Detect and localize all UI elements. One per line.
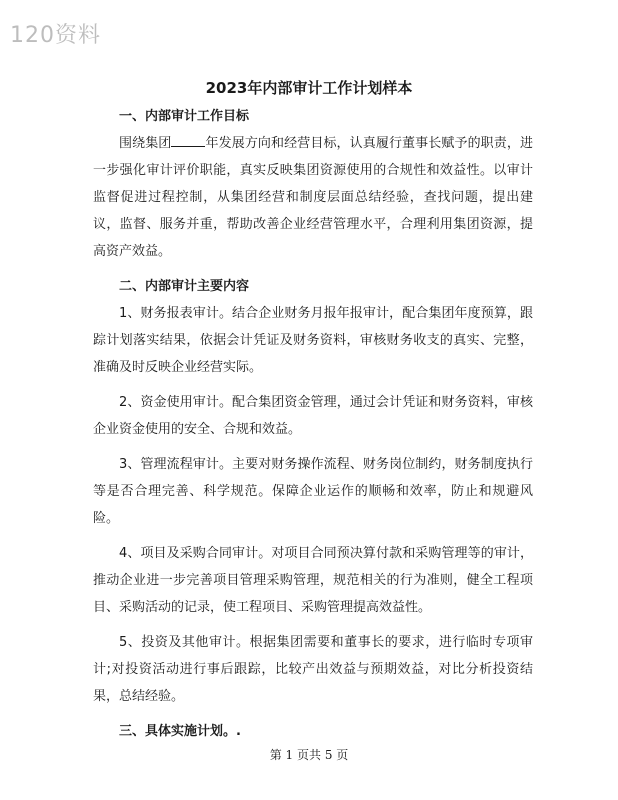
page-title: 2023年内部审计工作计划样本 [205,79,413,97]
section-heading-plan: 三、具体实施计划。. [119,724,241,739]
content-item-5: 5、投资及其他审计。根据集团需要和董事长的要求，进行临时专项审计;对投资活动进行事后跟踪，比较产出效益与预期效益，对比分析投资结果，总结经验。 [93,635,533,704]
section-heading-goals: 一、内部审计工作目标 [119,109,250,124]
page-number: 第 1 页共 5 页 [269,748,349,762]
goals-text-rest: 年发展方向和经营目标，认真履行董事长赋予的职责，进一步强化审计评价职能，真实反映集团资源使用的合规性和效益性。以审计监督促进过程控制，从集团经营和制度层面总结经验，查找问题，提出建议，监督、服务并重，帮助改善企业经营管理水平，合理利用集团资源，提高资产效益。 [93,136,533,259]
section-heading-content: 二、内部审计主要内容 [119,279,250,294]
content-item-2: 2、资金使用审计。配合集团资金管理，通过会计凭证和财务资料，审核企业资金使用的安全、合规和效益。 [93,395,533,437]
content-item-3: 3、管理流程审计。主要对财务操作流程、财务岗位制约，财务制度执行等是否合理完善、科学规范。保障企业运作的顺畅和效率，防止和规避风险。 [93,457,533,526]
content-item-1: 1、财务报表审计。结合企业财务月报年报审计，配合集团年度预算，跟踪计划落实结果，依据会计凭证及财务资料，审核财务收支的真实、完整，准确及时反映企业经营实际。 [93,306,533,375]
year-blank [171,132,205,147]
document-body [93,103,533,745]
goals-text-start: 围绕集团 [119,136,172,151]
content-item-4: 4、项目及采购合同审计。对项目合同预决算付款和采购管理等的审计，推动企业进一步完善项目管理采购管理，规范相关的行为准则，健全工程项目、采购活动的记录，使工程项目、采购管理提高效益性。 [93,546,533,615]
goals-paragraph [93,130,533,265]
watermark: 120资料 [10,23,101,48]
